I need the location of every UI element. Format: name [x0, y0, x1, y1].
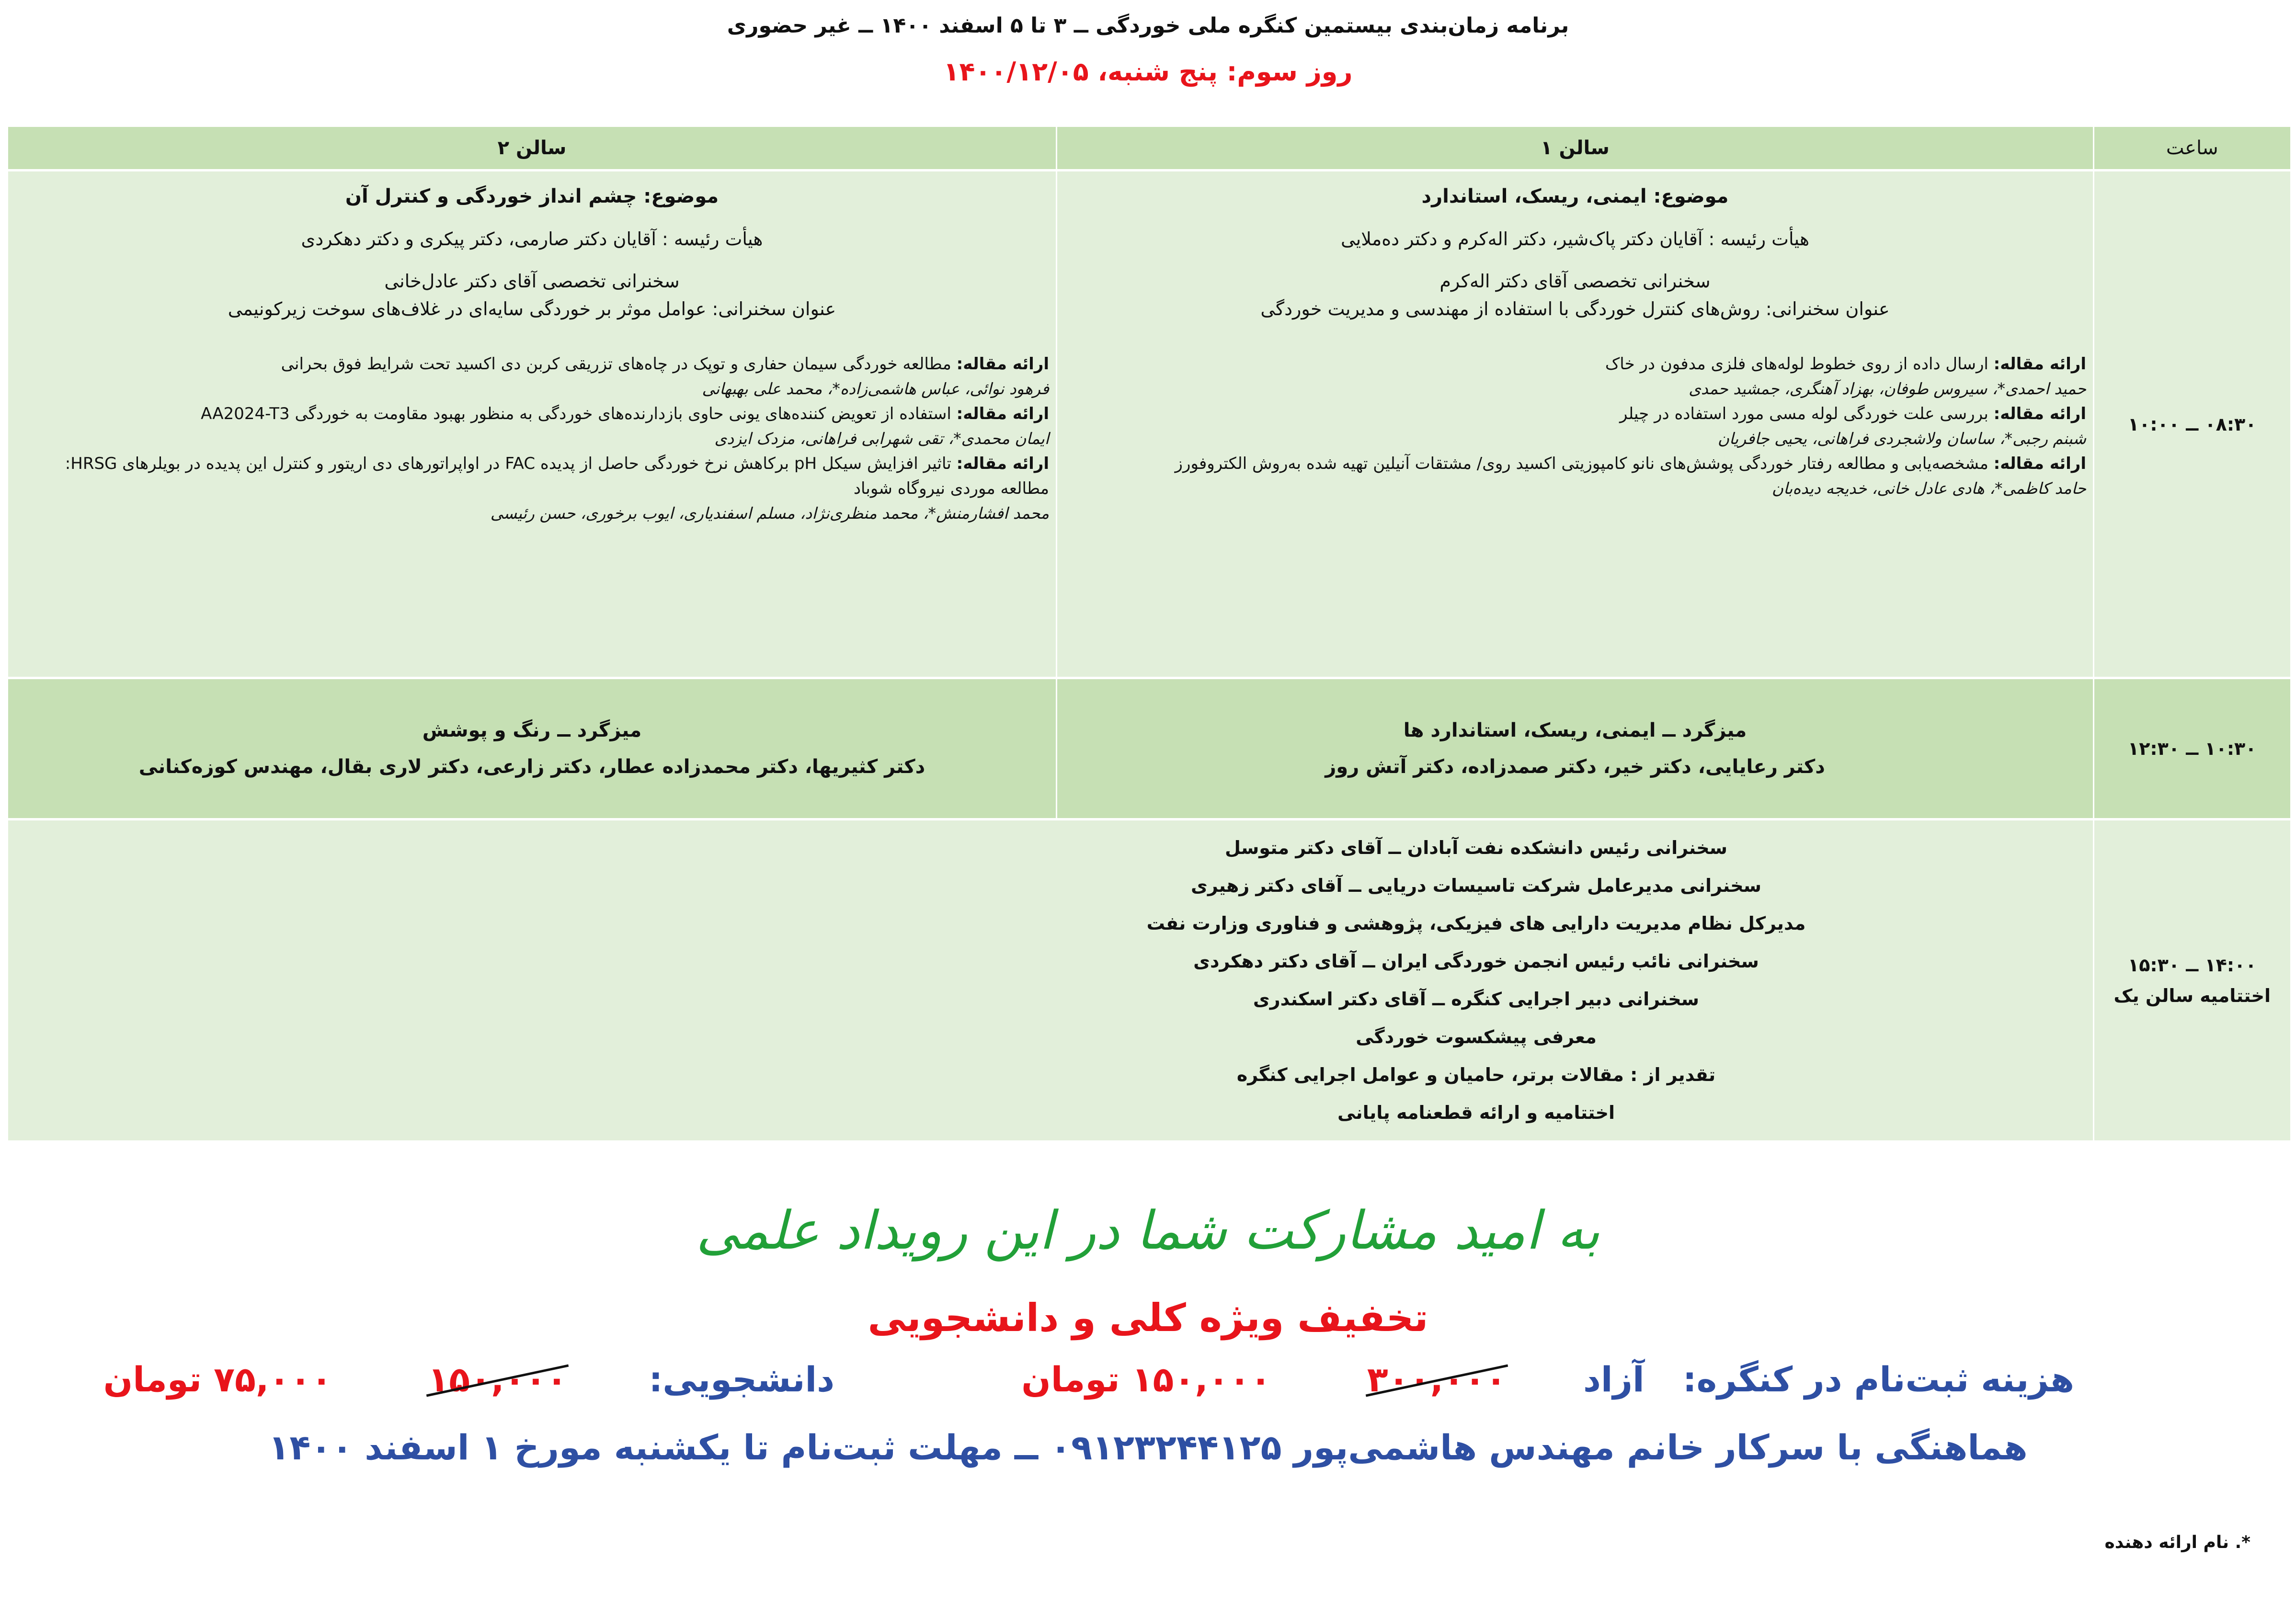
day-heading: روز سوم: پنج شنبه، ۱۴۰۰/۱۲/۰۵ — [943, 57, 1353, 87]
list-item: سخنرانی رئیس دانشکده نفت آبادان ــ آقای دکتر متوسل — [1224, 837, 1728, 858]
hall1-board: هیأت رئیسه : آقایان دکتر پاک‌شیر، دکتر اله‌کرم و دکتر ده‌ملایی — [1340, 228, 1810, 250]
roundtable-title: میزگرد ــ رنگ و پوشش — [422, 719, 642, 741]
free-old-price: ۳۰۰,۰۰۰ — [1367, 1359, 1507, 1400]
coordination-line: هماهنگی با سرکار خانم مهندس هاشمی‌پور ۰۹۱۲۳۲۴۴۱۲۵ ــ مهلت ثبت‌نام تا یکشنبه مورخ ۱ اسفند ۱۴۰۰ — [268, 1427, 2028, 1468]
paper-authors: محمد افشارمنش*، محمد منظری‌نژاد، مسلم اسفندیاری، ایوب برخوری، حسن رئیسی — [490, 504, 1049, 523]
student-label: دانشجویی: — [649, 1359, 835, 1400]
list-item: سخنرانی مدیرعامل شرکت تاسیسات دریایی ــ آقای دکتر زهیری — [1191, 875, 1761, 896]
roundtable-members: دکتر کثیریها، دکتر محمدزاده عطار، دکتر زارعی، دکتر لاری بقال، مهندس کوزه‌کنانی — [138, 756, 925, 778]
list-item: معرفی پیشکسوت خوردگی — [1356, 1026, 1597, 1047]
page-title: برنامه زمان‌بندی بیستمین کنگره ملی خوردگی ــ ۳ تا ۵ اسفند ۱۴۰۰ ــ غیر حضوری — [727, 13, 1569, 38]
list-item: ارائه مقاله: مشخصه‌یابی و مطالعه رفتار خوردگی پوشش‌های نانو کامپوزیتی اکسید روی/ مشتقات آنیلین تهیه شده به‌روش الکتروفورز — [1175, 454, 2086, 473]
paper-authors: حامد کاظمی*، هادی عادل خانی، خدیجه دیده‌بان — [1771, 479, 2086, 498]
hall1-papers — [1057, 352, 2093, 501]
hall1-column-header: سالن ۱ — [1057, 127, 2094, 171]
paper-authors: فرهود نوائی، عباس هاشمی‌زاده*، محمد علی بهبهانی — [702, 379, 1049, 398]
roundtable-title: میزگرد ــ ایمنی، ریسک، استاندارد ها — [1403, 719, 1747, 741]
student-new-price: ۷۵,۰۰۰ تومان — [103, 1359, 332, 1400]
free-new-price: ۱۵۰,۰۰۰ تومان — [1021, 1359, 1271, 1400]
time-column-header: ساعت — [2094, 127, 2290, 171]
student-old-price: ۱۵۰,۰۰۰ — [428, 1359, 568, 1400]
table-row — [8, 678, 2290, 819]
registration-fee — [103, 1359, 2074, 1400]
hall2-board: هیأت رئیسه : آقایان دکتر صارمی، دکتر پیکری و دکتر دهکردی — [301, 228, 763, 250]
calligraphy-signature: به امید مشارکت شما در این رویداد علمی — [696, 1200, 1600, 1261]
session1-hall2 — [8, 171, 1057, 678]
list-item: ارائه مقاله: مطالعه خوردگی سیمان حفاری و توپک در چاه‌های تزریقی کربن دی اکسید تحت شرایط فوق بحرانی — [281, 354, 1049, 374]
table-row — [8, 171, 2290, 678]
hall1-topic: موضوع: ایمنی، ریسک، استاندارد — [1421, 185, 1729, 207]
session2-hall2 — [8, 678, 1057, 819]
session2-time: ۱۰:۳۰ ــ ۱۲:۳۰ — [2094, 678, 2290, 819]
session3-time: ۱۴:۰۰ ــ ۱۵:۳۰ اختتامیه سالن یک — [2094, 819, 2290, 1142]
closing-label: اختتامیه سالن یک — [2113, 985, 2271, 1006]
table-header-row — [8, 127, 2290, 171]
paper-authors: ایمان محمدی*، تقی شهرابی فراهانی، مزدک ایزدی — [714, 429, 1049, 448]
list-item: ارائه مقاله: ارسال داده از روی خطوط لوله‌های فلزی مدفون در خاک — [1605, 354, 2086, 374]
paper-authors: حمید احمدی*، سیروس طوفان، بهزاد آهنگری، جمشید حمدی — [1689, 379, 2086, 398]
list-item: ارائه مقاله: تاثیر افزایش سیکل pH برکاهش نرخ خوردگی حاصل از پدیده FAC در اواپراتورهای دی اریتور و کنترل این پدیده در بویلرهای HRSG: مطالعه موردی نیروگاه شوباد — [65, 454, 1049, 498]
fee-label: هزینه ثبت‌نام در کنگره: — [1682, 1359, 2074, 1400]
schedule-table — [7, 127, 2290, 1143]
roundtable-members: دکتر رعایایی، دکتر خیر، دکتر صمدزاده، دکتر آتش روز — [1325, 756, 1825, 778]
list-item: ارائه مقاله: بررسی علت خوردگی لوله مسی مورد استفاده در چیلر — [1619, 404, 2086, 423]
discount-heading: تخفیف ویژه کلی و دانشجویی — [868, 1296, 1428, 1340]
session2-hall1 — [1057, 678, 2094, 819]
free-label: آزاد — [1583, 1359, 1645, 1400]
list-item: اختتامیه و ارائه قطعنامه پایانی — [1337, 1102, 1615, 1123]
list-item: مدیرکل نظام مدیریت دارایی های فیزیکی، پژوهشی و فناوری وزارت نفت — [1146, 913, 1806, 934]
paper-authors: شبنم رجبی*، ساسان ولاشجردی فراهانی، یحیی جافریان — [1717, 429, 2086, 448]
hall2-column-header: سالن ۲ — [8, 127, 1057, 171]
hall1-keynote-title: عنوان سخنرانی: روش‌های کنترل خوردگی با استفاده از مهندسی و مدیریت خوردگی — [1260, 298, 1890, 319]
list-item: ارائه مقاله: استفاده از تعویض کننده‌های یونی حاوی بازدارنده‌های خوردگی به منظور بهبود مقاومت به خوردگی AA2024-T3 — [201, 404, 1049, 423]
hall2-keynote: سخنرانی تخصصی آقای دکتر عادل‌خانی — [384, 271, 680, 292]
presenter-note: *. نام ارائه دهنده — [2104, 1533, 2250, 1552]
hall2-keynote-title: عنوان سخنرانی: عوامل موثر بر خوردگی سایه‌ای در غلاف‌های سوخت زیرکونیمی — [228, 298, 836, 319]
session1-time: ۰۸:۳۰ ــ ۱۰:۰۰ — [2094, 171, 2290, 678]
table-row — [8, 819, 2290, 1142]
hall2-papers — [8, 352, 1056, 526]
closing-ceremony — [8, 819, 2094, 1142]
session1-hall1 — [1057, 171, 2094, 678]
hall1-keynote: سخنرانی تخصصی آقای دکتر اله‌کرم — [1439, 271, 1711, 292]
list-item: سخنرانی نائب رئیس انجمن خوردگی ایران ــ آقای دکتر دهکردی — [1193, 951, 1759, 972]
list-item: تقدیر از : مقالات برتر، حامیان و عوامل اجرایی کنگره — [1236, 1064, 1716, 1085]
hall2-topic: موضوع: چشم انداز خوردگی و کنترل آن — [345, 185, 719, 207]
list-item: سخنرانی دبیر اجرایی کنگره ــ آقای دکتر اسکندری — [1253, 989, 1700, 1010]
